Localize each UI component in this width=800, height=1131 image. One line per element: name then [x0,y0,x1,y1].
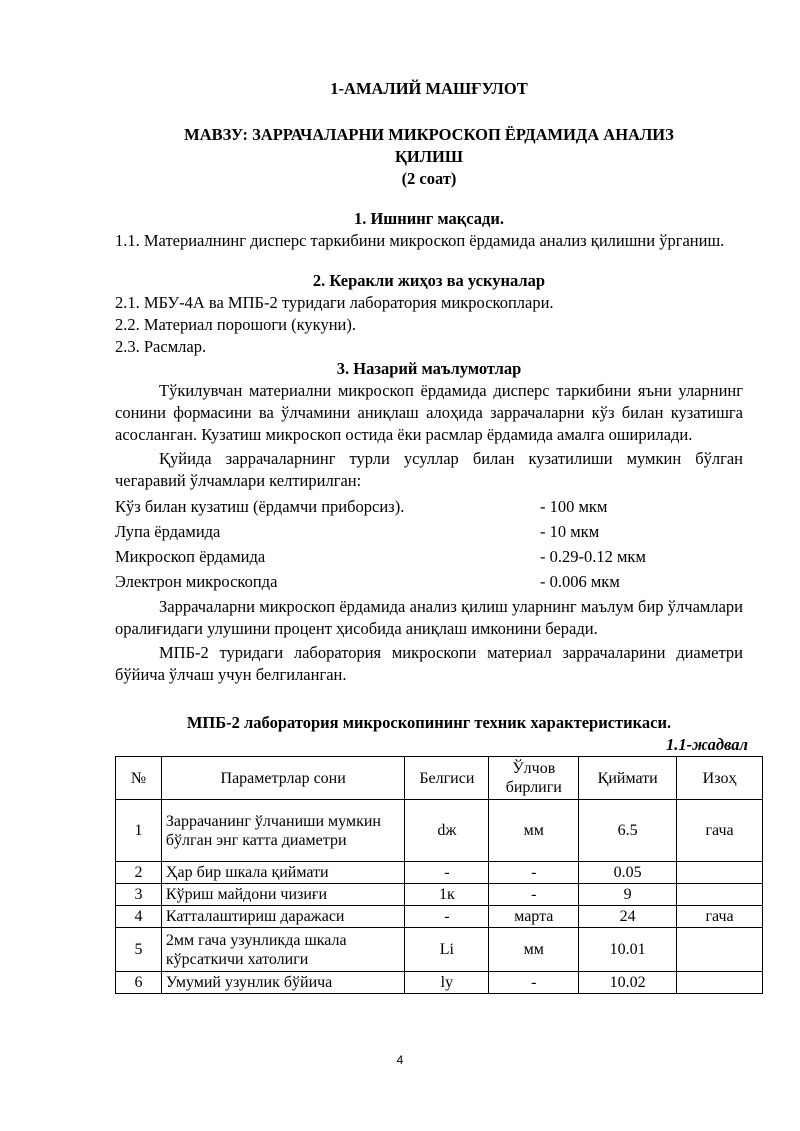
table-header: Параметрлар сони [161,757,405,800]
row-sign: dж [405,800,489,862]
row-parameter: Умумий узунлик бўйича [161,972,405,994]
row-parameter: Ҳар бир шкала қиймати [161,862,405,884]
table-row [116,884,763,906]
table-header: Ўлчов бирлиги [489,757,579,800]
document-page [115,70,748,994]
row-number: 6 [116,972,162,994]
table-header: Қиймати [579,757,677,800]
row-sign: 1к [405,884,489,906]
section-2-item: 2.1. МБУ-4А ва МПБ-2 туридаги лаборатория микроскоплари. [115,293,554,312]
row-unit: - [489,862,579,884]
row-unit: марта [489,906,579,928]
row-parameter: Катталаштириш даражаси [161,906,405,928]
limit-row [115,494,743,519]
limit-row [115,544,743,569]
row-note [677,972,763,994]
row-number: 1 [116,800,162,862]
table-row [116,862,763,884]
table-row [116,972,763,994]
section-2-item: 2.3. Расмлар. [115,337,207,356]
limit-name: Микроскоп ёрдамида [115,546,266,566]
row-value: 10.01 [579,928,677,972]
limit-value: - 0.006 мкм [540,571,620,591]
section-2-heading: 2. Керакли жиҳоз ва ускуналар [312,271,546,290]
row-value: 24 [579,906,677,928]
limit-name: Электрон микроскопда [115,571,278,591]
row-note [677,884,763,906]
table-row [116,928,763,972]
limit-row [115,519,743,544]
table-header: Белгиси [405,757,489,800]
section-3-paragraph-1: Тўкилувчан материални микроскоп ёрдамида дисперс таркибини яъни уларнинг сонини формасини ва ўлчамини аниқлаш алоҳида заррачаларни кўз билан кузатишга асосланган. Кузатиш микроскоп остида ёки расмлар ёрдамида амалга оширилади. [115,381,743,444]
limit-value: - 100 мкм [540,496,608,516]
limit-value: - 0.29-0.12 мкм [540,546,646,566]
row-number: 4 [116,906,162,928]
document-title: 1-АМАЛИЙ МАШҒУЛОТ [330,79,528,98]
row-unit: мм [489,800,579,862]
topic-line-2: ҚИЛИШ [394,147,464,166]
row-unit: - [489,884,579,906]
row-sign: - [405,862,489,884]
table-header: Изоҳ [677,757,763,800]
table-reference: 1.1-жадвал [665,735,748,754]
row-note: гача [677,906,763,928]
topic-line-1: МАВЗУ: ЗАРРАЧАЛАРНИ МИКРОСКОП ЁРДАМИДА АНАЛИЗ [184,125,674,144]
section-1-paragraph: 1.1. Материалнинг дисперс таркибини микроскоп ёрдамида анализ қилишни ўрганиш. [115,231,725,250]
specifications-table [115,756,763,994]
row-note: гача [677,800,763,862]
row-note [677,862,763,884]
row-value: 10.02 [579,972,677,994]
row-parameter: Заррачанинг ўлчаниши мумкин бўлган энг катта диаметри [161,800,405,862]
row-sign: Li [405,928,489,972]
row-value: 0.05 [579,862,677,884]
row-parameter: 2мм гача узунликда шкала кўрсаткичи хатолиги [161,928,405,972]
row-note [677,928,763,972]
table-row [116,800,763,862]
table-header-row [116,757,763,800]
row-number: 3 [116,884,162,906]
row-value: 9 [579,884,677,906]
limit-name: Кўз билан кузатиш (ёрдамчи приборсиз). [115,496,405,516]
row-parameter: Кўриш майдони чизиғи [161,884,405,906]
row-unit: мм [489,928,579,972]
section-2-item: 2.2. Материал порошоги (кукуни). [115,315,356,334]
page-number: 4 [396,1053,404,1067]
row-sign: - [405,906,489,928]
row-number: 5 [116,928,162,972]
section-3-paragraph-3: Заррачаларни микроскоп ёрдамида анализ қилиш уларнинг маълум бир ўлчамлари оралиғидаги улушини процент ҳисобида аниқлаш имконини беради. [115,597,743,638]
observation-limits-list [115,494,743,594]
hours-label: (2 соат) [401,169,457,188]
row-value: 6.5 [579,800,677,862]
section-3-paragraph-4: МПБ-2 туридаги лаборатория микроскопи материал заррачаларини диаметри бўйича ўлчаш учун белгиланган. [115,643,743,684]
table-row [116,906,763,928]
table-header: № [116,757,162,800]
section-1-heading: 1. Ишнинг мақсади. [353,209,505,228]
limit-row [115,569,743,594]
section-3-heading: 3. Назарий маълумотлар [336,359,522,378]
limit-value: - 10 мкм [540,521,600,541]
row-sign: ly [405,972,489,994]
row-number: 2 [116,862,162,884]
limit-name: Лупа ёрдамида [115,521,221,541]
row-unit: - [489,972,579,994]
table-title: МПБ-2 лаборатория микроскопининг техник характеристикаси. [186,713,672,732]
section-3-paragraph-2: Қуйида заррачаларнинг турли усуллар билан кузатилиши мумкин бўлган чегаравий ўлчамлари келтирилган: [115,449,743,490]
